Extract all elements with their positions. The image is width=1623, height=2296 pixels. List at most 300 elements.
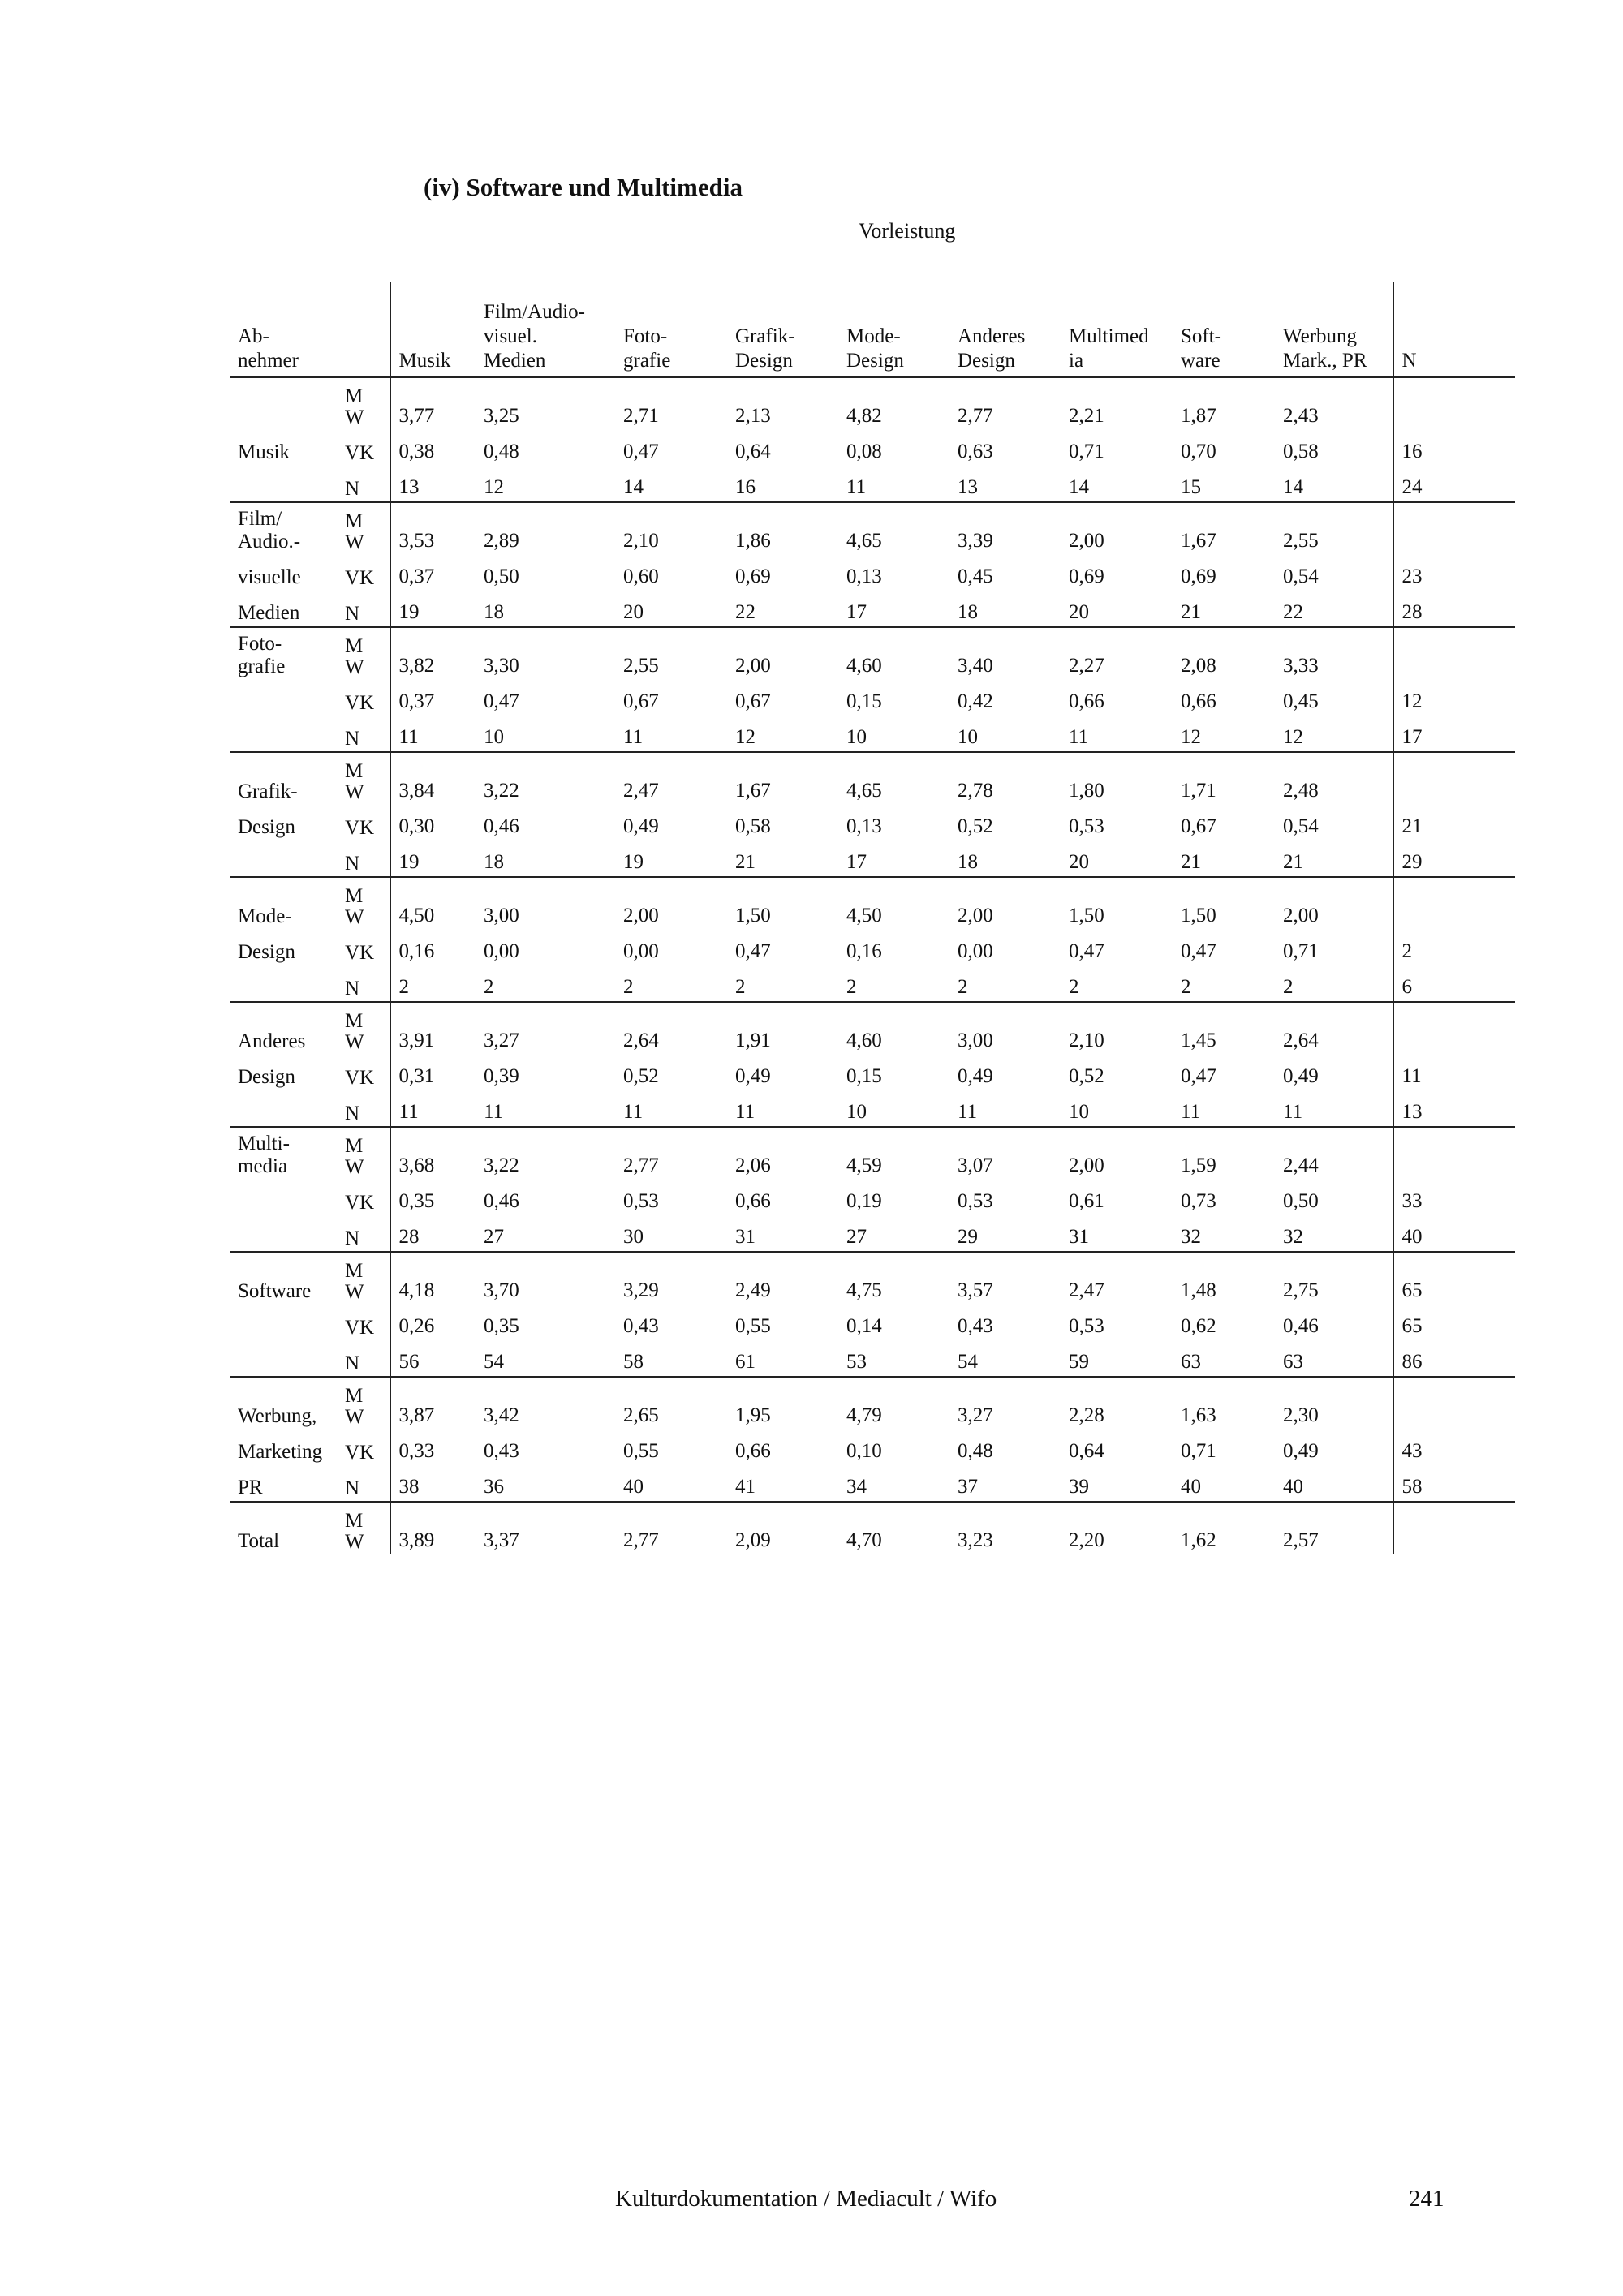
stat-label-text: VK bbox=[345, 692, 375, 714]
value-cell: 1,67 bbox=[1181, 530, 1216, 552]
value-cell: 0,47 bbox=[484, 690, 519, 712]
table-row bbox=[230, 377, 1515, 430]
value-cell: 40 bbox=[1275, 1465, 1393, 1502]
value-cell: 0,35 bbox=[390, 1180, 476, 1215]
stat-label bbox=[337, 680, 390, 716]
value-cell: 0,43 bbox=[623, 1315, 659, 1337]
value-cell: 0,49 bbox=[1283, 1065, 1319, 1087]
value-cell: 21 bbox=[1173, 591, 1275, 627]
value-cell: 2,65 bbox=[623, 1404, 659, 1426]
value-cell: 0,69 bbox=[1069, 565, 1104, 587]
stat-label-text: W bbox=[345, 406, 364, 428]
value-cell: 56 bbox=[390, 1340, 476, 1377]
value-cell: 2 bbox=[1173, 965, 1275, 1002]
value-cell: 2 bbox=[1061, 965, 1173, 1002]
header-text-line: Grafik- bbox=[735, 325, 795, 347]
table-row bbox=[230, 1180, 1515, 1215]
value-cell: 0,47 bbox=[1181, 1065, 1216, 1087]
row-group-label bbox=[230, 627, 337, 680]
header-text-line: ware bbox=[1181, 350, 1220, 372]
value-cell: 3,39 bbox=[958, 530, 993, 552]
value-cell: 2,30 bbox=[1283, 1404, 1319, 1426]
value-cell: 3,30 bbox=[484, 655, 519, 677]
value-cell: 12 bbox=[727, 716, 838, 752]
value-cell: 54 bbox=[476, 1340, 615, 1377]
value-cell: 0,53 bbox=[958, 1190, 993, 1212]
header-text-line: N bbox=[1401, 350, 1417, 372]
value-cell: 10 bbox=[838, 716, 949, 752]
header-text-line: Design bbox=[958, 350, 1015, 372]
value-cell: 0,39 bbox=[484, 1065, 519, 1087]
row-group-label bbox=[230, 1502, 337, 1554]
value-cell: 3,70 bbox=[484, 1279, 519, 1301]
value-cell: 0,46 bbox=[1283, 1315, 1319, 1337]
value-cell: 2,89 bbox=[484, 530, 519, 552]
value-cell: 3,27 bbox=[958, 1404, 993, 1426]
value-cell: 2,64 bbox=[623, 1030, 659, 1051]
header-text-line: Mode- bbox=[846, 325, 901, 347]
value-cell: 0,33 bbox=[390, 1430, 476, 1465]
value-cell: 1,86 bbox=[735, 530, 771, 552]
value-cell: 12 bbox=[1275, 716, 1393, 752]
stat-label-text: M bbox=[345, 1385, 364, 1407]
value-cell: 11 bbox=[1275, 1090, 1393, 1127]
value-cell: 40 bbox=[615, 1465, 727, 1502]
value-cell: 0,53 bbox=[623, 1190, 659, 1212]
value-cell: 22 bbox=[1275, 591, 1393, 627]
value-cell: 2 bbox=[949, 965, 1061, 1002]
value-cell: 2,77 bbox=[623, 1154, 659, 1176]
value-cell: 3,37 bbox=[484, 1529, 519, 1551]
stat-label-text: M bbox=[345, 1135, 364, 1157]
table-row bbox=[230, 841, 1515, 877]
value-cell: 28 bbox=[390, 1215, 476, 1252]
value-cell: 2,27 bbox=[1069, 655, 1104, 677]
row-group-label-text: Design bbox=[238, 816, 295, 838]
row-group-label-text: PR bbox=[238, 1477, 263, 1498]
value-cell: 34 bbox=[838, 1465, 949, 1502]
value-cell: 31 bbox=[727, 1215, 838, 1252]
value-cell: 14 bbox=[1275, 466, 1393, 502]
value-cell: 0,19 bbox=[846, 1190, 882, 1212]
value-cell: 0,37 bbox=[390, 680, 476, 716]
table-row bbox=[230, 716, 1515, 752]
row-group-label bbox=[230, 752, 337, 805]
value-cell: 0,63 bbox=[958, 441, 993, 462]
row-group-label bbox=[230, 430, 337, 466]
value-cell: 1,50 bbox=[1181, 905, 1216, 927]
section-title: (iv) Software und Multimedia bbox=[424, 173, 743, 201]
value-cell: 19 bbox=[390, 591, 476, 627]
n-cell: 6 bbox=[1393, 965, 1515, 1002]
value-cell: 4,75 bbox=[846, 1279, 882, 1301]
value-cell: 27 bbox=[476, 1215, 615, 1252]
header-text-line: Medien bbox=[484, 350, 546, 372]
value-cell: 1,71 bbox=[1181, 780, 1216, 802]
stat-label-text: M bbox=[345, 1510, 364, 1532]
value-cell: 0,64 bbox=[735, 441, 771, 462]
stat-label bbox=[337, 930, 390, 965]
column-header bbox=[727, 282, 838, 377]
value-cell: 2,21 bbox=[1069, 405, 1104, 427]
stat-label-text: N bbox=[345, 728, 360, 750]
value-cell: 61 bbox=[727, 1340, 838, 1377]
n-cell: 43 bbox=[1393, 1430, 1515, 1465]
stat-label-text: VK bbox=[345, 1192, 375, 1214]
value-cell: 0,46 bbox=[484, 815, 519, 837]
stat-label-text: W bbox=[345, 1531, 364, 1553]
value-cell: 0,71 bbox=[1181, 1440, 1216, 1462]
value-cell: 1,45 bbox=[1181, 1030, 1216, 1051]
value-cell: 2,44 bbox=[1283, 1154, 1319, 1176]
header-text-line: Anderes bbox=[958, 325, 1026, 347]
stat-label bbox=[337, 1180, 390, 1215]
n-cell: 33 bbox=[1393, 1180, 1515, 1215]
value-cell: 0,15 bbox=[846, 1065, 882, 1087]
value-cell: 2,13 bbox=[735, 405, 771, 427]
row-group-label bbox=[230, 466, 337, 502]
value-cell: 0,66 bbox=[735, 1440, 771, 1462]
value-cell: 0,47 bbox=[623, 441, 659, 462]
n-cell bbox=[1393, 877, 1515, 930]
value-cell: 0,49 bbox=[735, 1065, 771, 1087]
header-text-line: Foto- bbox=[623, 325, 668, 347]
n-cell: 65 bbox=[1393, 1252, 1515, 1305]
stat-label-text: W bbox=[345, 531, 364, 553]
value-cell: 2,78 bbox=[958, 780, 993, 802]
header-text-line: nehmer bbox=[238, 350, 299, 372]
value-cell: 2 bbox=[390, 965, 476, 1002]
value-cell: 30 bbox=[615, 1215, 727, 1252]
stat-label bbox=[337, 1465, 390, 1502]
stat-label-text: N bbox=[345, 1103, 360, 1124]
n-cell bbox=[1393, 752, 1515, 805]
row-group-label-text: Grafik- bbox=[238, 780, 298, 802]
value-cell: 0,14 bbox=[846, 1315, 882, 1337]
table-row bbox=[230, 1090, 1515, 1127]
value-cell: 1,48 bbox=[1181, 1279, 1216, 1301]
n-cell: 23 bbox=[1393, 555, 1515, 591]
stat-label-text: N bbox=[345, 603, 360, 625]
value-cell: 20 bbox=[1061, 591, 1173, 627]
table-row bbox=[230, 591, 1515, 627]
value-cell: 31 bbox=[1061, 1215, 1173, 1252]
row-group-label-text: Design bbox=[238, 1066, 295, 1088]
header-text-line: Multimed bbox=[1069, 325, 1149, 347]
value-cell: 3,25 bbox=[484, 405, 519, 427]
row-group-label bbox=[230, 1180, 337, 1215]
value-cell: 0,00 bbox=[623, 940, 659, 962]
value-cell: 63 bbox=[1173, 1340, 1275, 1377]
value-cell: 21 bbox=[1173, 841, 1275, 877]
header-text-line: visuel. bbox=[484, 325, 537, 347]
value-cell: 2,47 bbox=[623, 780, 659, 802]
value-cell: 4,59 bbox=[846, 1154, 882, 1176]
stat-label-text: VK bbox=[345, 567, 375, 589]
value-cell: 0,54 bbox=[1283, 815, 1319, 837]
table-row bbox=[230, 1340, 1515, 1377]
value-cell: 0,49 bbox=[958, 1065, 993, 1087]
value-cell: 12 bbox=[476, 466, 615, 502]
stat-label-text: W bbox=[345, 1406, 364, 1428]
stat-label-text: N bbox=[345, 978, 360, 1000]
row-group-label bbox=[230, 877, 337, 930]
value-cell: 41 bbox=[727, 1465, 838, 1502]
value-cell: 1,63 bbox=[1181, 1404, 1216, 1426]
value-cell: 4,82 bbox=[846, 405, 882, 427]
value-cell: 0,16 bbox=[390, 930, 476, 965]
row-group-label-text: Software bbox=[238, 1280, 312, 1302]
value-cell: 0,67 bbox=[1181, 815, 1216, 837]
value-cell: 0,00 bbox=[958, 940, 993, 962]
stat-label bbox=[337, 805, 390, 841]
header-text-line: Werbung bbox=[1283, 325, 1358, 347]
n-cell bbox=[1393, 1377, 1515, 1430]
row-group-label-text: Design bbox=[238, 941, 295, 963]
value-cell: 0,66 bbox=[735, 1190, 771, 1212]
stat-label bbox=[337, 1055, 390, 1090]
n-cell: 13 bbox=[1393, 1090, 1515, 1127]
row-group-label bbox=[230, 1305, 337, 1340]
value-cell: 13 bbox=[949, 466, 1061, 502]
value-cell: 0,54 bbox=[1283, 565, 1319, 587]
value-cell: 63 bbox=[1275, 1340, 1393, 1377]
value-cell: 22 bbox=[727, 591, 838, 627]
table-row bbox=[230, 1055, 1515, 1090]
table-row bbox=[230, 965, 1515, 1002]
value-cell: 12 bbox=[1173, 716, 1275, 752]
value-cell: 1,67 bbox=[735, 780, 771, 802]
value-cell: 20 bbox=[1061, 841, 1173, 877]
table-row bbox=[230, 1002, 1515, 1055]
value-cell: 0,52 bbox=[958, 815, 993, 837]
stat-label-text: W bbox=[345, 1281, 364, 1303]
value-cell: 0,45 bbox=[1283, 690, 1319, 712]
value-cell: 1,50 bbox=[1069, 905, 1104, 927]
value-cell: 0,73 bbox=[1181, 1190, 1216, 1212]
row-group-label-text: Werbung, bbox=[238, 1405, 317, 1427]
stat-label-text: W bbox=[345, 656, 364, 678]
value-cell: 0,42 bbox=[958, 690, 993, 712]
row-group-label bbox=[230, 841, 337, 877]
value-cell: 1,80 bbox=[1069, 780, 1104, 802]
stat-label-text: VK bbox=[345, 1317, 375, 1339]
header-text-line: grafie bbox=[623, 350, 671, 372]
value-cell: 10 bbox=[949, 716, 1061, 752]
value-cell: 1,95 bbox=[735, 1404, 771, 1426]
n-cell bbox=[1393, 502, 1515, 555]
column-header bbox=[1275, 282, 1393, 377]
value-cell: 0,58 bbox=[735, 815, 771, 837]
column-header bbox=[949, 282, 1061, 377]
stat-label-text: VK bbox=[345, 817, 375, 839]
row-group-label bbox=[230, 680, 337, 716]
stat-label bbox=[337, 965, 390, 1002]
table-row bbox=[230, 1305, 1515, 1340]
value-cell: 4,60 bbox=[846, 1030, 882, 1051]
value-cell: 11 bbox=[615, 1090, 727, 1127]
value-cell: 19 bbox=[390, 841, 476, 877]
n-cell: 16 bbox=[1393, 430, 1515, 466]
row-group-label-text: visuelle bbox=[238, 566, 301, 588]
value-cell: 17 bbox=[838, 841, 949, 877]
stat-label bbox=[337, 841, 390, 877]
value-cell: 0,47 bbox=[1181, 940, 1216, 962]
row-group-label bbox=[230, 1340, 337, 1377]
value-cell: 0,52 bbox=[623, 1065, 659, 1087]
value-cell: 2 bbox=[727, 965, 838, 1002]
table-row bbox=[230, 1502, 1515, 1554]
table-row bbox=[230, 930, 1515, 965]
value-cell: 3,29 bbox=[623, 1279, 659, 1301]
column-header bbox=[1061, 282, 1173, 377]
header-text-line: ia bbox=[1069, 350, 1084, 372]
stat-label bbox=[337, 1215, 390, 1252]
value-cell: 2,75 bbox=[1283, 1279, 1319, 1301]
value-cell: 2 bbox=[1275, 965, 1393, 1002]
value-cell: 11 bbox=[727, 1090, 838, 1127]
value-cell: 58 bbox=[615, 1340, 727, 1377]
value-cell: 59 bbox=[1061, 1340, 1173, 1377]
value-cell: 3,22 bbox=[484, 780, 519, 802]
value-cell: 0,53 bbox=[1069, 815, 1104, 837]
header-text-line: Mark., PR bbox=[1283, 350, 1367, 372]
stat-label-text: W bbox=[345, 906, 364, 928]
value-cell: 3,53 bbox=[390, 502, 476, 555]
row-group-label-text: Film/ Audio.- bbox=[238, 508, 301, 553]
value-cell: 3,91 bbox=[390, 1002, 476, 1055]
value-cell: 40 bbox=[1173, 1465, 1275, 1502]
row-group-label bbox=[230, 1430, 337, 1465]
value-cell: 0,55 bbox=[735, 1315, 771, 1337]
value-cell: 19 bbox=[615, 841, 727, 877]
n-cell bbox=[1393, 1502, 1515, 1554]
value-cell: 2,08 bbox=[1181, 655, 1216, 677]
row-group-label bbox=[230, 555, 337, 591]
value-cell: 11 bbox=[1173, 1090, 1275, 1127]
value-cell: 0,48 bbox=[484, 441, 519, 462]
n-cell: 21 bbox=[1393, 805, 1515, 841]
value-cell: 0,00 bbox=[484, 940, 519, 962]
value-cell: 13 bbox=[390, 466, 476, 502]
table-row bbox=[230, 1377, 1515, 1430]
value-cell: 2,28 bbox=[1069, 1404, 1104, 1426]
value-cell: 4,60 bbox=[846, 655, 882, 677]
value-cell: 2,48 bbox=[1283, 780, 1319, 802]
value-cell: 2 bbox=[838, 965, 949, 1002]
stat-label bbox=[337, 466, 390, 502]
value-cell: 39 bbox=[1061, 1465, 1173, 1502]
value-cell: 0,45 bbox=[958, 565, 993, 587]
value-cell: 4,50 bbox=[390, 877, 476, 930]
value-cell: 0,43 bbox=[484, 1440, 519, 1462]
value-cell: 3,89 bbox=[390, 1502, 476, 1554]
value-cell: 3,00 bbox=[484, 905, 519, 927]
table-row bbox=[230, 805, 1515, 841]
value-cell: 11 bbox=[476, 1090, 615, 1127]
value-cell: 2,00 bbox=[1069, 530, 1104, 552]
stat-label-text: W bbox=[345, 1156, 364, 1178]
value-cell: 20 bbox=[615, 591, 727, 627]
stat-label-text: W bbox=[345, 1031, 364, 1053]
value-cell: 15 bbox=[1173, 466, 1275, 502]
column-header bbox=[838, 282, 949, 377]
stat-label-text: N bbox=[345, 853, 360, 875]
value-cell: 0,71 bbox=[1283, 940, 1319, 962]
value-cell: 0,67 bbox=[735, 690, 771, 712]
value-cell: 32 bbox=[1173, 1215, 1275, 1252]
value-cell: 2,10 bbox=[623, 530, 659, 552]
row-group-label bbox=[230, 930, 337, 965]
row-group-label bbox=[230, 1002, 337, 1055]
value-cell: 0,31 bbox=[390, 1055, 476, 1090]
stat-label-text: W bbox=[345, 781, 364, 803]
value-cell: 0,53 bbox=[1069, 1315, 1104, 1337]
value-cell: 0,69 bbox=[1181, 565, 1216, 587]
table-row bbox=[230, 1252, 1515, 1305]
column-group-label: Vorleistung bbox=[859, 219, 956, 243]
value-cell: 2,00 bbox=[1069, 1154, 1104, 1176]
value-cell: 0,26 bbox=[390, 1305, 476, 1340]
row-group-label-text: Medien bbox=[238, 602, 300, 624]
value-cell: 54 bbox=[949, 1340, 1061, 1377]
stat-label-text: N bbox=[345, 478, 360, 500]
column-header bbox=[476, 282, 615, 377]
column-header bbox=[1173, 282, 1275, 377]
value-cell: 4,50 bbox=[846, 905, 882, 927]
header-text-line: Design bbox=[735, 350, 793, 372]
stat-label bbox=[337, 1502, 390, 1554]
n-cell: 86 bbox=[1393, 1340, 1515, 1377]
value-cell: 0,50 bbox=[1283, 1190, 1319, 1212]
value-cell: 3,77 bbox=[390, 377, 476, 430]
n-cell: 58 bbox=[1393, 1465, 1515, 1502]
value-cell: 3,00 bbox=[958, 1030, 993, 1051]
value-cell: 4,70 bbox=[846, 1529, 882, 1551]
table-row bbox=[230, 1465, 1515, 1502]
row-group-label bbox=[230, 502, 337, 555]
row-group-label bbox=[230, 1377, 337, 1430]
n-cell: 65 bbox=[1393, 1305, 1515, 1340]
value-cell: 2,06 bbox=[735, 1154, 771, 1176]
value-cell: 2,00 bbox=[1283, 905, 1319, 927]
n-cell: 40 bbox=[1393, 1215, 1515, 1252]
value-cell: 3,22 bbox=[484, 1154, 519, 1176]
value-cell: 36 bbox=[476, 1465, 615, 1502]
value-cell: 1,59 bbox=[1181, 1154, 1216, 1176]
value-cell: 3,68 bbox=[390, 1127, 476, 1180]
stat-label-text: VK bbox=[345, 1067, 375, 1089]
value-cell: 0,48 bbox=[958, 1440, 993, 1462]
value-cell: 11 bbox=[390, 716, 476, 752]
value-cell: 1,50 bbox=[735, 905, 771, 927]
value-cell: 0,35 bbox=[484, 1315, 519, 1337]
value-cell: 2,00 bbox=[735, 655, 771, 677]
value-cell: 3,42 bbox=[484, 1404, 519, 1426]
stat-label bbox=[337, 502, 390, 555]
table-row bbox=[230, 752, 1515, 805]
value-cell: 0,55 bbox=[623, 1440, 659, 1462]
value-cell: 11 bbox=[949, 1090, 1061, 1127]
value-cell: 11 bbox=[838, 466, 949, 502]
value-cell: 2,00 bbox=[623, 905, 659, 927]
value-cell: 0,37 bbox=[390, 555, 476, 591]
value-cell: 0,47 bbox=[1069, 940, 1104, 962]
value-cell: 16 bbox=[727, 466, 838, 502]
value-cell: 0,15 bbox=[846, 690, 882, 712]
value-cell: 0,58 bbox=[1283, 441, 1319, 462]
table-row bbox=[230, 502, 1515, 555]
